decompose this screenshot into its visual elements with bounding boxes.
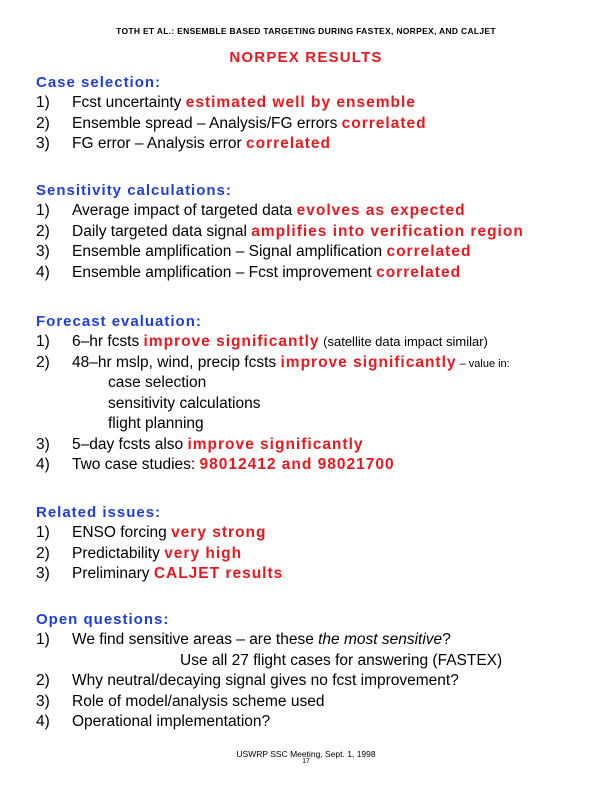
list-item (36, 332, 596, 353)
item-highlight: CALJET results (153, 565, 284, 582)
item-text: Ensemble amplification – Signal amplification (72, 243, 387, 260)
item-text: Ensemble amplification – Fcst improvement (72, 263, 377, 281)
item-number: 1) (36, 202, 50, 219)
item-number: 1) (36, 333, 50, 350)
list-item (36, 671, 596, 692)
item-number: 1) (36, 94, 50, 111)
list-item (36, 712, 596, 733)
list-item (36, 523, 596, 544)
item-number: 2) (36, 672, 50, 689)
item-highlight: estimated well by ensemble (185, 94, 416, 111)
list-item (36, 242, 596, 263)
item-number: 2) (36, 544, 50, 562)
item-note: (satellite data impact similar) (319, 334, 488, 349)
section-title: Open questions: (36, 611, 170, 628)
item-number: 3) (36, 692, 50, 710)
item-number: 1) (36, 524, 50, 541)
item-number: 3) (36, 135, 50, 152)
list-item (36, 435, 596, 456)
item-highlight: correlated (386, 243, 472, 260)
item-text: We find sensitive areas – are these (72, 631, 319, 648)
section-case-selection (36, 72, 596, 155)
list-item (36, 353, 596, 374)
list-item (36, 544, 596, 565)
item-number: 4) (36, 456, 50, 473)
continuation-line: Use all 27 flight cases for answering (FASTEX) (180, 651, 503, 669)
item-text: Daily targeted data signal (72, 222, 252, 240)
item-text: ENSO forcing (72, 524, 172, 541)
item-highlight: correlated (246, 135, 331, 152)
running-header: TOTH ET AL.: ENSEMBLE BASED TARGETING DURING FASTEX, NORPEX, AND CALJET (116, 26, 496, 36)
item-highlight: amplifies into verification region (251, 222, 524, 240)
list-item (36, 201, 596, 222)
item-highlight: very strong (171, 524, 267, 541)
item-number: 3) (36, 435, 50, 453)
item-text: Ensemble spread – Analysis/FG errors (72, 114, 342, 132)
item-text: Role of model/analysis scheme used (72, 692, 325, 710)
item-text: Predictability (72, 544, 165, 562)
item-number: 1) (36, 631, 50, 648)
section-forecast-evaluation (36, 311, 596, 476)
section-title: Forecast evaluation: (36, 313, 202, 330)
section-title: Related issues: (36, 504, 162, 521)
page-title: NORPEX RESULTS (229, 49, 383, 66)
item-text: Preliminary (72, 565, 154, 582)
list-item (36, 263, 596, 284)
item-text: 48–hr mslp, wind, precip fcsts (72, 353, 281, 371)
item-text: Average impact of targeted data (72, 202, 297, 219)
list-item (36, 93, 596, 114)
section-title: Sensitivity calculations: (36, 182, 232, 199)
item-text: Two case studies: (72, 456, 200, 473)
section-related-issues (36, 502, 596, 585)
item-highlight: 98012412 and 98021700 (199, 456, 395, 473)
sub-item: case selection (108, 374, 207, 391)
item-number: 4) (36, 713, 50, 730)
item-number: 2) (36, 353, 50, 371)
item-text: Fcst uncertainty (72, 94, 186, 111)
item-text: FG error – Analysis error (72, 135, 246, 152)
item-end: ? (442, 631, 451, 648)
item-highlight: improve significantly (143, 333, 320, 350)
item-number: 3) (36, 243, 50, 260)
item-italic: the most sensitive (318, 631, 443, 648)
item-text: Why neutral/decaying signal gives no fcst improvement? (72, 672, 459, 689)
item-number: 4) (36, 263, 50, 281)
sub-item: flight planning (108, 415, 204, 432)
list-item (36, 455, 596, 476)
sub-item: sensitivity calculations (108, 394, 261, 412)
item-highlight: improve significantly (187, 435, 364, 453)
list-item (36, 134, 596, 155)
item-number: 2) (36, 222, 50, 240)
item-highlight: evolves as expected (296, 202, 466, 219)
item-number: 2) (36, 114, 50, 132)
item-text: 5–day fcsts also (72, 435, 188, 453)
list-item (36, 692, 596, 713)
item-highlight: correlated (376, 263, 462, 281)
item-text: Operational implementation? (72, 713, 271, 730)
list-item (36, 564, 596, 585)
list-item (36, 114, 596, 135)
list-item (36, 630, 596, 651)
page-number: 17 (302, 758, 310, 765)
section-sensitivity (36, 180, 596, 283)
item-highlight: correlated (341, 114, 427, 132)
section-title: Case selection: (36, 74, 162, 91)
item-highlight: very high (164, 544, 243, 562)
footer: USWRP SSC Meeting, Sept. 1, 1998 (236, 749, 376, 759)
list-item (36, 222, 596, 243)
item-text: 6–hr fcsts (72, 333, 144, 350)
item-highlight: improve significantly (280, 353, 457, 371)
item-number: 3) (36, 565, 50, 582)
item-note: – value in: (456, 357, 510, 370)
section-open-questions (36, 609, 596, 733)
